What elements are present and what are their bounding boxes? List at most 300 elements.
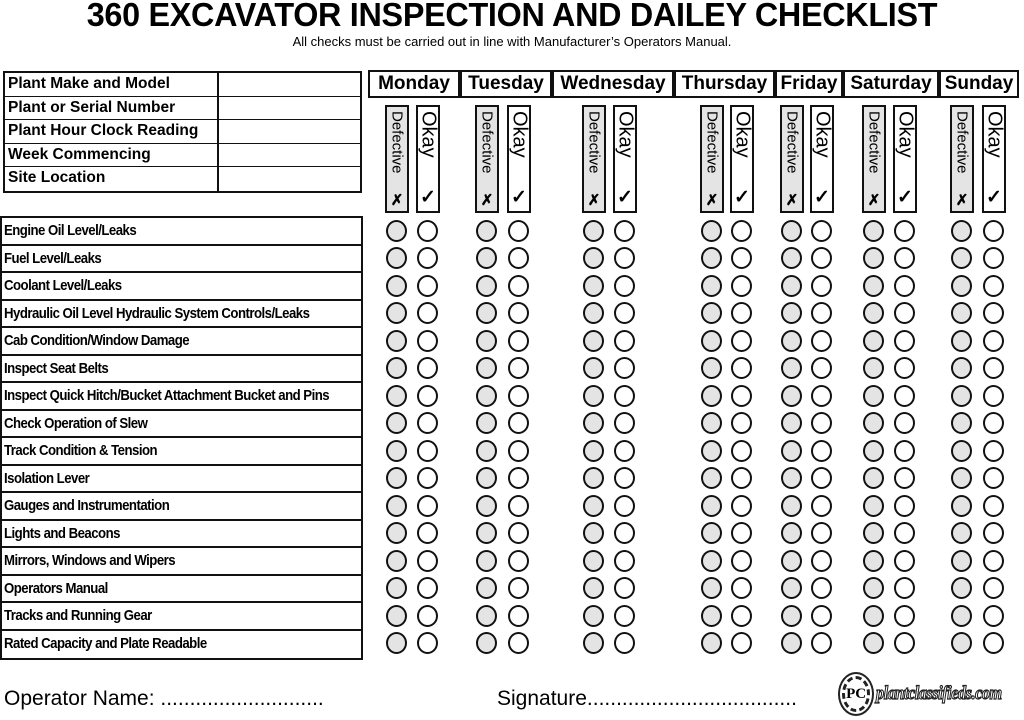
sunday-okay-radio[interactable] — [983, 330, 1004, 352]
thursday-defective-radio[interactable] — [701, 330, 722, 352]
thursday-defective-radio[interactable] — [701, 632, 722, 654]
thursday-okay-radio[interactable] — [731, 522, 752, 544]
saturday-okay-radio[interactable] — [894, 357, 915, 379]
friday-defective-radio[interactable] — [781, 495, 802, 517]
sunday-okay-radio[interactable] — [983, 385, 1004, 407]
thursday-okay-radio[interactable] — [731, 357, 752, 379]
wednesday-defective-radio[interactable] — [583, 440, 604, 462]
checklist-item: Gauges and Instrumentation — [2, 493, 361, 521]
tuesday-okay-radio[interactable] — [508, 302, 529, 324]
checklist-item: Check Operation of Slew — [2, 411, 361, 439]
friday-okay-radio[interactable] — [811, 357, 832, 379]
monday-defective-radio[interactable] — [386, 632, 407, 654]
sunday-defective-radio[interactable] — [951, 247, 972, 269]
tuesday-defective-radio[interactable] — [476, 330, 497, 352]
day-header-friday: Friday — [775, 70, 843, 98]
saturday-defective-column-label — [862, 105, 886, 213]
thursday-okay-radio[interactable] — [731, 385, 752, 407]
sunday-defective-radio[interactable] — [951, 522, 972, 544]
page-title: 360 EXCAVATOR INSPECTION AND DAILEY CHECKLIST — [86, 0, 938, 33]
tuesday-okay-radio[interactable] — [508, 385, 529, 407]
monday-okay-radio[interactable] — [417, 632, 438, 654]
cross-icon: ✗ — [955, 192, 969, 209]
friday-defective-radio[interactable] — [781, 577, 802, 599]
monday-defective-radio[interactable] — [386, 330, 407, 352]
signature-field[interactable]: Signature.................................... — [497, 687, 797, 710]
thursday-okay-radio[interactable] — [731, 632, 752, 654]
tuesday-okay-radio[interactable] — [508, 275, 529, 297]
saturday-okay-radio[interactable] — [894, 440, 915, 462]
saturday-defective-radio[interactable] — [863, 385, 884, 407]
monday-okay-radio[interactable] — [417, 275, 438, 297]
plant-info-table — [3, 71, 362, 193]
monday-defective-radio[interactable] — [386, 385, 407, 407]
monday-defective-radio[interactable] — [386, 550, 407, 572]
friday-okay-radio[interactable] — [811, 550, 832, 572]
thursday-defective-radio[interactable] — [701, 522, 722, 544]
tuesday-defective-radio[interactable] — [476, 440, 497, 462]
day-header-sunday: Sunday — [939, 70, 1019, 98]
friday-okay-radio[interactable] — [811, 330, 832, 352]
sunday-defective-column-label — [950, 105, 974, 213]
saturday-okay-radio[interactable] — [894, 330, 915, 352]
wednesday-okay-radio[interactable] — [614, 577, 635, 599]
cross-icon: ✗ — [587, 192, 601, 209]
defective-label: Defective — [388, 111, 406, 174]
sunday-okay-radio[interactable] — [983, 522, 1004, 544]
thursday-okay-radio[interactable] — [731, 467, 752, 489]
monday-okay-radio[interactable] — [417, 522, 438, 544]
thursday-okay-radio[interactable] — [731, 275, 752, 297]
checklist-item: Lights and Beacons — [2, 521, 361, 549]
friday-defective-radio[interactable] — [781, 220, 802, 242]
friday-okay-column-label — [810, 105, 834, 213]
sunday-okay-radio[interactable] — [983, 632, 1004, 654]
saturday-okay-radio[interactable] — [894, 605, 915, 627]
defective-label: Defective — [953, 111, 971, 174]
tuesday-okay-radio[interactable] — [508, 440, 529, 462]
saturday-okay-radio[interactable] — [894, 632, 915, 654]
sunday-okay-radio[interactable] — [983, 357, 1004, 379]
monday-okay-radio[interactable] — [417, 302, 438, 324]
sunday-defective-radio[interactable] — [951, 412, 972, 434]
friday-okay-radio[interactable] — [811, 522, 832, 544]
monday-okay-radio[interactable] — [417, 467, 438, 489]
info-label: Plant Hour Clock Reading — [5, 120, 219, 143]
saturday-okay-radio[interactable] — [894, 495, 915, 517]
friday-defective-radio[interactable] — [781, 550, 802, 572]
checklist-item: Fuel Level/Leaks — [2, 246, 361, 274]
thursday-okay-radio[interactable] — [731, 412, 752, 434]
saturday-okay-column-label — [893, 105, 917, 213]
sunday-defective-radio[interactable] — [951, 605, 972, 627]
sunday-defective-radio[interactable] — [951, 302, 972, 324]
saturday-defective-radio[interactable] — [863, 412, 884, 434]
friday-okay-radio[interactable] — [811, 385, 832, 407]
friday-defective-radio[interactable] — [781, 522, 802, 544]
monday-defective-column-label — [385, 105, 409, 213]
monday-defective-radio[interactable] — [386, 247, 407, 269]
okay-label: Okay — [894, 111, 917, 158]
sunday-okay-radio[interactable] — [983, 467, 1004, 489]
saturday-defective-radio[interactable] — [863, 440, 884, 462]
cross-icon: ✗ — [785, 192, 799, 209]
wednesday-defective-radio[interactable] — [583, 220, 604, 242]
tuesday-okay-radio[interactable] — [508, 247, 529, 269]
sunday-defective-radio[interactable] — [951, 550, 972, 572]
monday-defective-radio[interactable] — [386, 467, 407, 489]
checklist-item: Inspect Quick Hitch/Bucket Attachment Bucket and Pins — [2, 383, 361, 411]
wednesday-defective-radio[interactable] — [583, 275, 604, 297]
friday-defective-column-label — [780, 105, 804, 213]
friday-okay-radio[interactable] — [811, 247, 832, 269]
info-label: Site Location — [5, 167, 219, 191]
info-row-serial-number — [5, 97, 360, 121]
friday-okay-radio[interactable] — [811, 467, 832, 489]
wednesday-defective-radio[interactable] — [583, 550, 604, 572]
tuesday-okay-radio[interactable] — [508, 220, 529, 242]
friday-defective-radio[interactable] — [781, 330, 802, 352]
saturday-defective-radio[interactable] — [863, 302, 884, 324]
checklist-item: Hydraulic Oil Level Hydraulic System Controls/Leaks — [2, 301, 361, 329]
saturday-okay-radio[interactable] — [894, 275, 915, 297]
sunday-defective-radio[interactable] — [951, 275, 972, 297]
thursday-defective-radio[interactable] — [701, 495, 722, 517]
sunday-okay-radio[interactable] — [983, 220, 1004, 242]
sunday-defective-radio[interactable] — [951, 330, 972, 352]
monday-defective-radio[interactable] — [386, 302, 407, 324]
defective-label: Defective — [478, 111, 496, 174]
wednesday-okay-radio[interactable] — [614, 522, 635, 544]
wednesday-okay-radio[interactable] — [614, 330, 635, 352]
thursday-okay-radio[interactable] — [731, 330, 752, 352]
monday-okay-radio[interactable] — [417, 385, 438, 407]
checklist-item: Inspect Seat Belts — [2, 356, 361, 384]
saturday-okay-radio[interactable] — [894, 220, 915, 242]
wednesday-defective-radio[interactable] — [583, 495, 604, 517]
wednesday-okay-radio[interactable] — [614, 247, 635, 269]
friday-defective-radio[interactable] — [781, 302, 802, 324]
tuesday-defective-radio[interactable] — [476, 522, 497, 544]
wednesday-defective-radio[interactable] — [583, 385, 604, 407]
tuesday-defective-radio[interactable] — [476, 357, 497, 379]
monday-okay-radio[interactable] — [417, 605, 438, 627]
tuesday-okay-radio[interactable] — [508, 522, 529, 544]
monday-okay-column-label — [416, 105, 440, 213]
sunday-okay-radio[interactable] — [983, 440, 1004, 462]
tuesday-okay-radio[interactable] — [508, 605, 529, 627]
tuesday-defective-radio[interactable] — [476, 302, 497, 324]
okay-label: Okay — [417, 111, 440, 158]
friday-defective-radio[interactable] — [781, 385, 802, 407]
thursday-defective-column-label — [700, 105, 724, 213]
day-header-thursday: Thursday — [674, 70, 775, 98]
wednesday-okay-radio[interactable] — [614, 302, 635, 324]
friday-okay-radio[interactable] — [811, 605, 832, 627]
tuesday-okay-column-label — [507, 105, 531, 213]
monday-defective-radio[interactable] — [386, 577, 407, 599]
thursday-defective-radio[interactable] — [701, 577, 722, 599]
thursday-defective-radio[interactable] — [701, 550, 722, 572]
tuesday-defective-radio[interactable] — [476, 275, 497, 297]
monday-defective-radio[interactable] — [386, 605, 407, 627]
pc-gear-logo-icon: PC — [842, 676, 870, 712]
operator-name-field[interactable]: Operator Name: ............................ — [4, 687, 324, 710]
wednesday-okay-radio[interactable] — [614, 605, 635, 627]
monday-okay-radio[interactable] — [417, 330, 438, 352]
saturday-defective-radio[interactable] — [863, 247, 884, 269]
monday-okay-radio[interactable] — [417, 440, 438, 462]
monday-defective-radio[interactable] — [386, 522, 407, 544]
site-location-field[interactable] — [219, 167, 360, 191]
thursday-okay-radio[interactable] — [731, 440, 752, 462]
sunday-okay-radio[interactable] — [983, 550, 1004, 572]
monday-okay-radio[interactable] — [417, 220, 438, 242]
info-label: Plant or Serial Number — [5, 97, 219, 120]
thursday-defective-radio[interactable] — [701, 412, 722, 434]
wednesday-okay-radio[interactable] — [614, 275, 635, 297]
wednesday-defective-radio[interactable] — [583, 357, 604, 379]
sunday-defective-radio[interactable] — [951, 220, 972, 242]
wednesday-defective-radio[interactable] — [583, 247, 604, 269]
checklist-item: Tracks and Running Gear — [2, 603, 361, 631]
wednesday-defective-radio[interactable] — [583, 605, 604, 627]
checklist-items — [0, 216, 363, 660]
friday-defective-radio[interactable] — [781, 412, 802, 434]
saturday-defective-radio[interactable] — [863, 467, 884, 489]
sunday-defective-radio[interactable] — [951, 385, 972, 407]
wednesday-okay-radio[interactable] — [614, 495, 635, 517]
friday-okay-radio[interactable] — [811, 495, 832, 517]
friday-okay-radio[interactable] — [811, 577, 832, 599]
sunday-okay-radio[interactable] — [983, 275, 1004, 297]
tuesday-defective-radio[interactable] — [476, 550, 497, 572]
info-label: Plant Make and Model — [5, 73, 219, 96]
wednesday-okay-radio[interactable] — [614, 440, 635, 462]
friday-okay-radio[interactable] — [811, 275, 832, 297]
thursday-defective-radio[interactable] — [701, 440, 722, 462]
thursday-defective-radio[interactable] — [701, 605, 722, 627]
sunday-okay-radio[interactable] — [983, 495, 1004, 517]
thursday-defective-radio[interactable] — [701, 357, 722, 379]
saturday-defective-radio[interactable] — [863, 495, 884, 517]
checkmark-icon: ✓ — [897, 187, 913, 208]
thursday-defective-radio[interactable] — [701, 247, 722, 269]
checklist-item: Isolation Lever — [2, 466, 361, 494]
tuesday-defective-radio[interactable] — [476, 412, 497, 434]
sunday-defective-radio[interactable] — [951, 467, 972, 489]
tuesday-okay-radio[interactable] — [508, 357, 529, 379]
thursday-defective-radio[interactable] — [701, 275, 722, 297]
defective-label: Defective — [865, 111, 883, 174]
monday-defective-radio[interactable] — [386, 495, 407, 517]
wednesday-defective-radio[interactable] — [583, 302, 604, 324]
wednesday-okay-radio[interactable] — [614, 385, 635, 407]
week-commencing-field[interactable] — [219, 144, 360, 167]
checkmark-icon: ✓ — [734, 187, 750, 208]
tuesday-defective-radio[interactable] — [476, 632, 497, 654]
defective-label: Defective — [783, 111, 801, 174]
saturday-okay-radio[interactable] — [894, 247, 915, 269]
wednesday-okay-radio[interactable] — [614, 357, 635, 379]
thursday-defective-radio[interactable] — [701, 385, 722, 407]
saturday-defective-radio[interactable] — [863, 522, 884, 544]
day-header-wednesday: Wednesday — [552, 70, 674, 98]
tuesday-okay-radio[interactable] — [508, 412, 529, 434]
tuesday-okay-radio[interactable] — [508, 632, 529, 654]
wednesday-okay-radio[interactable] — [614, 632, 635, 654]
friday-okay-radio[interactable] — [811, 440, 832, 462]
thursday-defective-radio[interactable] — [701, 467, 722, 489]
saturday-defective-radio[interactable] — [863, 577, 884, 599]
friday-defective-radio[interactable] — [781, 632, 802, 654]
okay-label: Okay — [508, 111, 531, 158]
friday-defective-radio[interactable] — [781, 440, 802, 462]
tuesday-defective-radio[interactable] — [476, 467, 497, 489]
thursday-okay-radio[interactable] — [731, 247, 752, 269]
wednesday-defective-radio[interactable] — [583, 467, 604, 489]
checklist-item: Cab Condition/Window Damage — [2, 328, 361, 356]
wednesday-defective-radio[interactable] — [583, 330, 604, 352]
tuesday-defective-radio[interactable] — [476, 605, 497, 627]
tuesday-okay-radio[interactable] — [508, 330, 529, 352]
saturday-defective-radio[interactable] — [863, 357, 884, 379]
tuesday-okay-radio[interactable] — [508, 550, 529, 572]
friday-defective-radio[interactable] — [781, 467, 802, 489]
cross-icon: ✗ — [867, 192, 881, 209]
thursday-okay-radio[interactable] — [731, 550, 752, 572]
tuesday-defective-radio[interactable] — [476, 577, 497, 599]
cross-icon: ✗ — [480, 192, 494, 209]
tuesday-okay-radio[interactable] — [508, 467, 529, 489]
thursday-defective-radio[interactable] — [701, 220, 722, 242]
saturday-okay-radio[interactable] — [894, 467, 915, 489]
wednesday-okay-radio[interactable] — [614, 467, 635, 489]
sunday-defective-radio[interactable] — [951, 440, 972, 462]
saturday-defective-radio[interactable] — [863, 550, 884, 572]
sunday-okay-radio[interactable] — [983, 247, 1004, 269]
sunday-defective-radio[interactable] — [951, 632, 972, 654]
okay-label: Okay — [731, 111, 754, 158]
monday-defective-radio[interactable] — [386, 357, 407, 379]
checklist-item: Rated Capacity and Plate Readable — [4, 634, 207, 652]
info-row-make-model — [5, 73, 360, 97]
serial-number-field[interactable] — [219, 97, 360, 120]
sunday-okay-radio[interactable] — [983, 412, 1004, 434]
friday-defective-radio[interactable] — [781, 247, 802, 269]
sunday-okay-radio[interactable] — [983, 302, 1004, 324]
day-header-tuesday: Tuesday — [460, 70, 552, 98]
saturday-okay-radio[interactable] — [894, 412, 915, 434]
sunday-okay-column-label — [982, 105, 1006, 213]
tuesday-defective-radio[interactable] — [476, 385, 497, 407]
monday-defective-radio[interactable] — [386, 440, 407, 462]
thursday-okay-radio[interactable] — [731, 495, 752, 517]
saturday-defective-radio[interactable] — [863, 605, 884, 627]
checklist-item: Mirrors, Windows and Wipers — [2, 548, 361, 576]
friday-defective-radio[interactable] — [781, 357, 802, 379]
friday-okay-radio[interactable] — [811, 632, 832, 654]
saturday-okay-radio[interactable] — [894, 550, 915, 572]
page-subtitle: All checks must be carried out in line with Manufacturer’s Operators Manual. — [292, 34, 732, 49]
saturday-okay-radio[interactable] — [894, 577, 915, 599]
wednesday-defective-column-label — [582, 105, 606, 213]
thursday-okay-radio[interactable] — [731, 577, 752, 599]
checklist-item: Track Condition & Tension — [2, 438, 361, 466]
sunday-defective-radio[interactable] — [951, 495, 972, 517]
checklist-item: Engine Oil Level/Leaks — [2, 218, 361, 246]
monday-okay-radio[interactable] — [417, 247, 438, 269]
tuesday-defective-radio[interactable] — [476, 220, 497, 242]
friday-defective-radio[interactable] — [781, 275, 802, 297]
tuesday-okay-radio[interactable] — [508, 577, 529, 599]
wednesday-defective-radio[interactable] — [583, 632, 604, 654]
monday-okay-radio[interactable] — [417, 412, 438, 434]
saturday-okay-radio[interactable] — [894, 522, 915, 544]
wednesday-okay-radio[interactable] — [614, 412, 635, 434]
plantclassifieds-logo — [842, 672, 1024, 716]
info-row-hour-clock — [5, 120, 360, 144]
info-row-site-location — [5, 167, 360, 191]
saturday-defective-radio[interactable] — [863, 632, 884, 654]
thursday-defective-radio[interactable] — [701, 302, 722, 324]
plant-make-model-field[interactable] — [219, 73, 360, 96]
friday-okay-radio[interactable] — [811, 220, 832, 242]
tuesday-okay-radio[interactable] — [508, 495, 529, 517]
day-header-saturday: Saturday — [843, 70, 939, 98]
friday-okay-radio[interactable] — [811, 412, 832, 434]
monday-okay-radio[interactable] — [417, 577, 438, 599]
tuesday-defective-column-label — [475, 105, 499, 213]
wednesday-defective-radio[interactable] — [583, 522, 604, 544]
saturday-defective-radio[interactable] — [863, 220, 884, 242]
saturday-okay-radio[interactable] — [894, 302, 915, 324]
monday-okay-radio[interactable] — [417, 550, 438, 572]
thursday-okay-radio[interactable] — [731, 605, 752, 627]
monday-okay-radio[interactable] — [417, 357, 438, 379]
checkmark-icon: ✓ — [420, 187, 436, 208]
thursday-okay-column-label — [730, 105, 754, 213]
wednesday-defective-radio[interactable] — [583, 412, 604, 434]
checkmark-icon: ✓ — [814, 187, 830, 208]
thursday-okay-radio[interactable] — [731, 302, 752, 324]
sunday-defective-radio[interactable] — [951, 357, 972, 379]
friday-okay-radio[interactable] — [811, 302, 832, 324]
monday-defective-radio[interactable] — [386, 275, 407, 297]
sunday-defective-radio[interactable] — [951, 577, 972, 599]
tuesday-defective-radio[interactable] — [476, 495, 497, 517]
monday-okay-radio[interactable] — [417, 495, 438, 517]
thursday-okay-radio[interactable] — [731, 220, 752, 242]
hour-clock-field[interactable] — [219, 120, 360, 143]
saturday-defective-radio[interactable] — [863, 275, 884, 297]
info-row-week-commencing — [5, 144, 360, 168]
saturday-defective-radio[interactable] — [863, 330, 884, 352]
friday-defective-radio[interactable] — [781, 605, 802, 627]
okay-label: Okay — [983, 111, 1006, 158]
sunday-okay-radio[interactable] — [983, 577, 1004, 599]
wednesday-okay-radio[interactable] — [614, 550, 635, 572]
wednesday-okay-radio[interactable] — [614, 220, 635, 242]
okay-label: Okay — [811, 111, 834, 158]
tuesday-defective-radio[interactable] — [476, 247, 497, 269]
checkmark-icon: ✓ — [986, 187, 1002, 208]
monday-defective-radio[interactable] — [386, 220, 407, 242]
sunday-okay-radio[interactable] — [983, 605, 1004, 627]
wednesday-defective-radio[interactable] — [583, 577, 604, 599]
saturday-okay-radio[interactable] — [894, 385, 915, 407]
monday-defective-radio[interactable] — [386, 412, 407, 434]
